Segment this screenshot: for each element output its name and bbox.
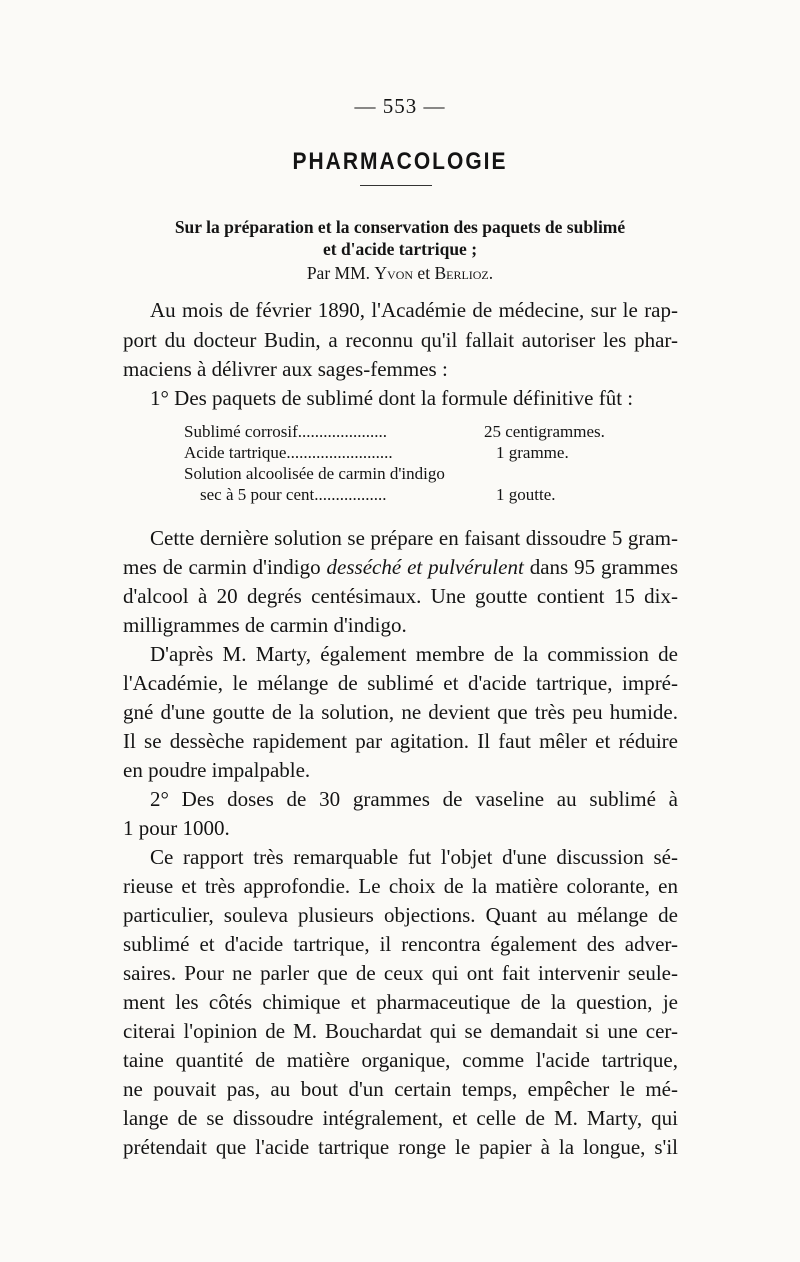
paragraph-line: 1° Des paquets de sublimé dont la formule définitive fût :: [150, 386, 634, 410]
author-yvon: Yvon: [374, 263, 414, 283]
article-title-line-2: et d'acide tartrique ;: [322, 239, 478, 259]
paragraph-line: port du docteur Budin, a reconnu qu'il fallait autoriser les phar-: [123, 328, 678, 352]
paragraph-line: Cette dernière solution se prépare en faisant dissoudre 5 gram-: [150, 526, 678, 550]
paragraph-line: maciens à délivrer aux sages-femmes :: [123, 357, 448, 381]
italic-text: desséché et pulvérulent: [326, 555, 524, 579]
author-berlioz: Berlioz.: [434, 263, 494, 283]
paragraph-line: D'après M. Marty, également membre de la commission de: [150, 642, 678, 666]
article-title-line-1: Sur la préparation et la conservation des paquets de sublimé: [174, 217, 626, 237]
paragraph-line: taine quantité de matière organique, comme l'acide tartrique,: [123, 1048, 678, 1072]
paragraph-line: en poudre impalpable.: [123, 758, 311, 782]
formula-name: Acide tartrique.........................: [184, 443, 393, 462]
formula-name: Solution alcoolisée de carmin d'indigo: [184, 464, 445, 483]
paragraph-line: lange de se dissoudre intégralement, et celle de M. Marty, qui: [123, 1106, 678, 1130]
paragraph-line: d'alcool à 20 degrés centésimaux. Une goutte contient 15 dix-: [123, 584, 678, 608]
formula-quantity: 1 goutte.: [496, 485, 556, 504]
text-segment: dans 95 grammes: [523, 555, 678, 579]
text-segment: mes de carmin d'indigo: [123, 555, 327, 579]
paragraph-line: citerai l'opinion de M. Bouchardat qui se demandait si une cer-: [123, 1019, 678, 1043]
paragraph-line: Ce rapport très remarquable fut l'objet d'une discussion sé-: [150, 845, 678, 869]
formula-quantity: 25 centigrammes.: [484, 422, 605, 441]
paragraph-line: rieuse et très approfondie. Le choix de la matière colorante, en: [123, 874, 678, 898]
paragraph-line: Au mois de février 1890, l'Académie de médecine, sur le rap-: [150, 298, 678, 322]
paragraph-line: milligrammes de carmin d'indigo.: [123, 613, 407, 637]
formula-name: sec à 5 pour cent.................: [200, 485, 387, 504]
paragraph-line: sublimé et d'acide tartrique, il rencontra également des adver-: [123, 932, 678, 956]
paragraph-line: saires. Pour ne parler que de ceux qui ont fait intervenir seule-: [123, 961, 678, 985]
paragraph-line: [123, 552, 678, 582]
paragraph-line: ne pouvait pas, au bout d'un certain temps, empêcher le mé-: [123, 1077, 678, 1101]
title-rule: [360, 185, 432, 186]
paragraph-line: ment les côtés chimique et pharmaceutique de la question, je: [123, 990, 678, 1014]
paragraph-line: particulier, souleva plusieurs objections. Quant au mélange de: [123, 903, 678, 927]
paragraph-line: l'Académie, le mélange de sublimé et d'acide tartrique, impré-: [123, 671, 678, 695]
paragraph-line: 2° Des doses de 30 grammes de vaseline au sublimé à: [150, 787, 678, 811]
paragraph-line: prétendait que l'acide tartrique ronge le papier à la longue, s'il: [123, 1135, 678, 1159]
section-title: PHARMACOLOGIE: [292, 148, 508, 175]
paragraph-line: 1 pour 1000.: [123, 816, 230, 840]
article-authors: [0, 263, 800, 284]
formula-quantity: 1 gramme.: [496, 443, 569, 462]
authors-and: et: [413, 263, 435, 283]
formula-name: Sublimé corrosif.....................: [184, 422, 388, 441]
authors-prefix: Par MM.: [306, 263, 375, 283]
paragraph-line: Il se dessèche rapidement par agitation. Il faut mêler et réduire: [123, 729, 678, 753]
paragraph-line: gné d'une goutte de la solution, ne devient que très peu humide.: [123, 700, 678, 724]
page-number: — 553 —: [354, 94, 446, 118]
